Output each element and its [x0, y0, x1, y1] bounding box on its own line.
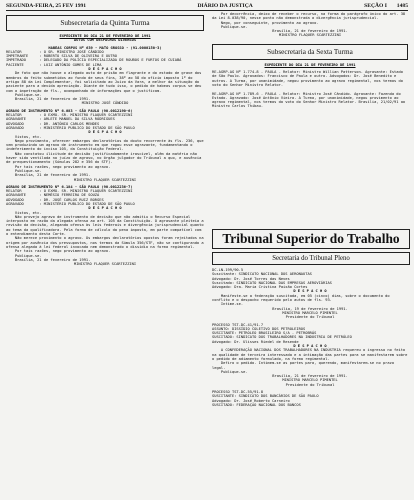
signature: MINISTRO FLAQUER SCARTEZZINI	[278, 33, 342, 38]
case-parties: RELATOR : O EXMO. SR. MINISTRO FLAQUER SCARTEZZINI AGRAVANTE : NEMÉSIO FERREIRA DE SOUZA ADVOGADO : DR. JOSÉ CARLOS RUIZ BORGES AGRAVADO : MINISTÉRIO PÚBLICO DO ESTADO DE SÃO PAULO	[6, 189, 135, 206]
date-line: Brasília, 21 de fevereiro de 1991.	[272, 29, 348, 34]
process-parties: PROCESSO TST-DC-55/91.8 SUSCITANTE: SINDICATO DOS BANCÁRIOS DE SÃO PAULO Advogado: Dr. José Roberto Carneiro SUSCITADO: FEDERAÇÃO NACIONAL DOS BANCOS	[212, 390, 319, 407]
signature: MINISTRO FLAQUER SCARTEZZINI	[73, 177, 137, 182]
section-sexta-turma: Subsecretaria da Sexta Turma	[212, 44, 408, 60]
right-column-upper	[212, 12, 408, 227]
date-line: Brasília, 21 de fevereiro de 1991.	[272, 374, 348, 379]
header-publication: DIÁRIO DA JUSTIÇA	[197, 3, 253, 9]
case-heading: AGRAVO DE INSTRUMENTO Nº 6.184 - SÃO PAULO (90.0012236-7)	[6, 184, 133, 189]
despacho-text: Vistos, etc. Não provejo agravo de instrumento de decisão que não admitiu o Recurso Especial interposto em razão da alegada ofensa ao art. 105 da Constituição. O agravante pleiteia a revisão da decisão, alegando ofensa às leis federais e divergência jurisprudencial quanto ao tema da qualificadora. Pela forma de cálculo da pena imposta, em parte compatível com o entendimento desta Corte. Não merece provimento o agravo. Os embargos declaratórios opostos foram rejeitados na origem por ausência dos pressupostos, nos termos da Súmula 356/STF, não se configurando a ofensa alegada à lei federal invocada nem demonstrado o dissídio na forma regimental. Por tais razões, nego provimento ao agravo. Publique-se. Brasília, 21 de fevereiro de 1991.	[6, 210, 204, 262]
case-parties: RELATOR : O SR. MINISTRO JOSÉ CÂNDIDO IMPETRANTE : ROBERTO SILVA DE OLIVEIRA E OUTRO IMPETRADO : DELEGADO DA POLÍCIA ESPECIALIZADA DE ROUBOS E FURTOS DE CUIABÁ PACIENTE : LUIZ ANTÔNIO GOMES DE LIMA	[6, 49, 182, 67]
left-column	[6, 12, 204, 497]
signature: MINISTRO JOSÉ CÂNDIDO	[81, 101, 129, 106]
header-section: SEÇÃO I 1485	[364, 3, 408, 9]
secretaria-title: Secretaria do Tribunal Pleno	[212, 252, 410, 265]
case-heading: AGRAVO DE INSTRUMENTO Nº 6.083 - SÃO PAULO (90.0012190-6)	[6, 108, 133, 113]
case-parties: RELATOR : O EXMO. SR. MINISTRO FLAQUER SCARTEZZINI AGRAVANTE : ARLETE MANUEL DA SILVA RODRIGUES ADVOGADO : DR. ANTÔNIO CARLOS MENDES AGRAVADO : MINISTÉRIO PÚBLICO DO ESTADO DE SÃO PAULO	[6, 113, 135, 130]
expediente-heading: EXPEDIENTE DO DIA 21 DE FEVEREIRO DE 1991	[264, 62, 356, 67]
date-line: Brasília, 19 de fevereiro de 1991.	[272, 306, 348, 311]
columns	[6, 12, 408, 497]
acordaos-text: RE-AGRP-AG Nº 1.774-8 - PAULA - Relator: Ministro Willian Patterson. Agravante: Estado de São Paulo. Agravados: Francisco de Paula e outro. Advogados: Dr. José Benedito e outros. A Turma, por unanimidade, negou provimento ao agravo regimental, nos termos do voto do Senhor Ministro Relator. RE-AGRP-AG Nº 1.789-6 - PAULA - Relator: Ministro José Cândido. Agravante: Fazenda do Estado. Agravado: José Antônio Vieira. A Turma, por unanimidade, negou provimento ao agravo regimental, nos termos do voto do Senhor Ministro Relator. Brasília, 21/02/91 ao Ministro Carlos Thibau.	[212, 70, 406, 109]
despacho-text: Manifeste-se a federação suscitada, em 05 (cinco) dias, sobre o documento do conflito e o despacho requerido pelo autos de fls. 93. Intime-se.	[212, 293, 390, 307]
section-quinta-turma: Subsecretaria da Quinta Turma	[6, 15, 204, 31]
autos-heading: AUTOS COM DESPACHOS DIVERSOS	[73, 38, 137, 43]
process-parties: DC-LN-199/90.5 Suscitante: SINDICATO NACIONAL DOS AERONAUTAS Advogado: Dr. José Torres das Neves Suscitado: SINDICATO NACIONAL DAS EMPRESAS AEROVIÁRIAS Advogado: Dra. Maria Cristina Paixão Cortes	[212, 268, 332, 290]
despacho-text: A CONFEDERAÇÃO NACIONAL DOS TRABALHADORES NA INDÚSTRIA requereu o ingresso no feito na qualidade de terceira interessada e a intimação das partes para se manifestarem sobre o pedido de adiamento formulado, na forma regimental. Defiro o pedido. Intimem-se as partes para, querendo, manifestarem-se no prazo legal. Publique-se.	[212, 348, 408, 374]
despacho-label: D E S P A C H O	[88, 130, 122, 135]
continued-text: Por decorrência, deixo de receber o recurso, na forma do parágrafo único do art. 38 da Lei 8.038/90, nesse ponto não demonstrada a divergência jurisprudencial. Nego, por conseguinte, provimento ao agravo. Publique-se.	[212, 12, 406, 29]
despacho-text: De fato que não houve o alegado auto de prisão em flagrante e do estado de grave dos membros do feito submetidos ao fundo de seus fins, 38º ao 58 do ofício imposto 1º do artigo 88 da Lei Complementar, foi solicitado ao Juízo da Vara, a melhor da situação do paciente para a devida apreciação. Diante de tudo isso, o pedido de habeas corpus se deu com a impetração de fls., acompanhado de informações que o justificam. Publique-se. Brasília, 21 de fevereiro de 1991.	[6, 71, 202, 102]
process-parties: PROCESSO TST-DC-41/91.7 ASSUNTO: DISSÍDIO COLETIVO DOS PETROLEIROS SUSCITANTE: PETRÓLEO BRASILEIRO S/A - PETROBRÁS SUSCITADO: SINDICATO DOS TRABALHADORES NA INDÚSTRIA DE PETRÓLEO Advogado: Dr. Ulisses Riedel de Resende	[212, 322, 352, 344]
despacho-text: Vistos, etc. Nego provimento, oferecer embargos declaratórios do douto recorrente às fls. 236, que vem produzindo um agravo de instrumento em que rogou esse agravante, fundamentando o indeferimento do inciso 105, da Constituição Federal. Não constatou ilicitude de decisão justificadamente irascível, além da matéria não haver sido ventilada no juízo de agravo, no órgão julgador do Tribunal a quo, e ausência de prequestionamento (Súmulas 282 e 356 do STF). Por tais razões, nego provimento ao agravo. Publique-se. Brasília, 21 de fevereiro de 1991.	[6, 134, 204, 178]
despacho-label: D E S P A C H O	[88, 67, 122, 72]
despacho-label: D E S P A C H O	[293, 289, 327, 294]
tribunal-title: Tribunal Superior do Trabalho	[212, 229, 410, 249]
signature: MINISTRO MARCELO PIMENTEL Presidente do Tribunal	[282, 378, 338, 387]
header-date: SEGUNDA-FEIRA, 25 FEV 1991	[6, 3, 87, 9]
case-heading: HABEAS CORPUS Nº 639 - MATO GROSSO - (91.0000150-3)	[48, 45, 162, 50]
running-header	[6, 3, 408, 11]
despacho-label: D E S P A C H O	[293, 344, 327, 349]
despacho-label: D E S P A C H O	[88, 206, 122, 211]
signature: MINISTRO FLAQUER SCARTEZZINI	[73, 262, 137, 267]
expediente-heading: EXPEDIENTE DO DIA 21 DE FEVEREIRO DE 1991	[59, 34, 151, 38]
signature: MINISTRO MARCELO PIMENTEL Presidente do Tribunal	[282, 310, 338, 320]
right-column-lower	[212, 268, 408, 497]
